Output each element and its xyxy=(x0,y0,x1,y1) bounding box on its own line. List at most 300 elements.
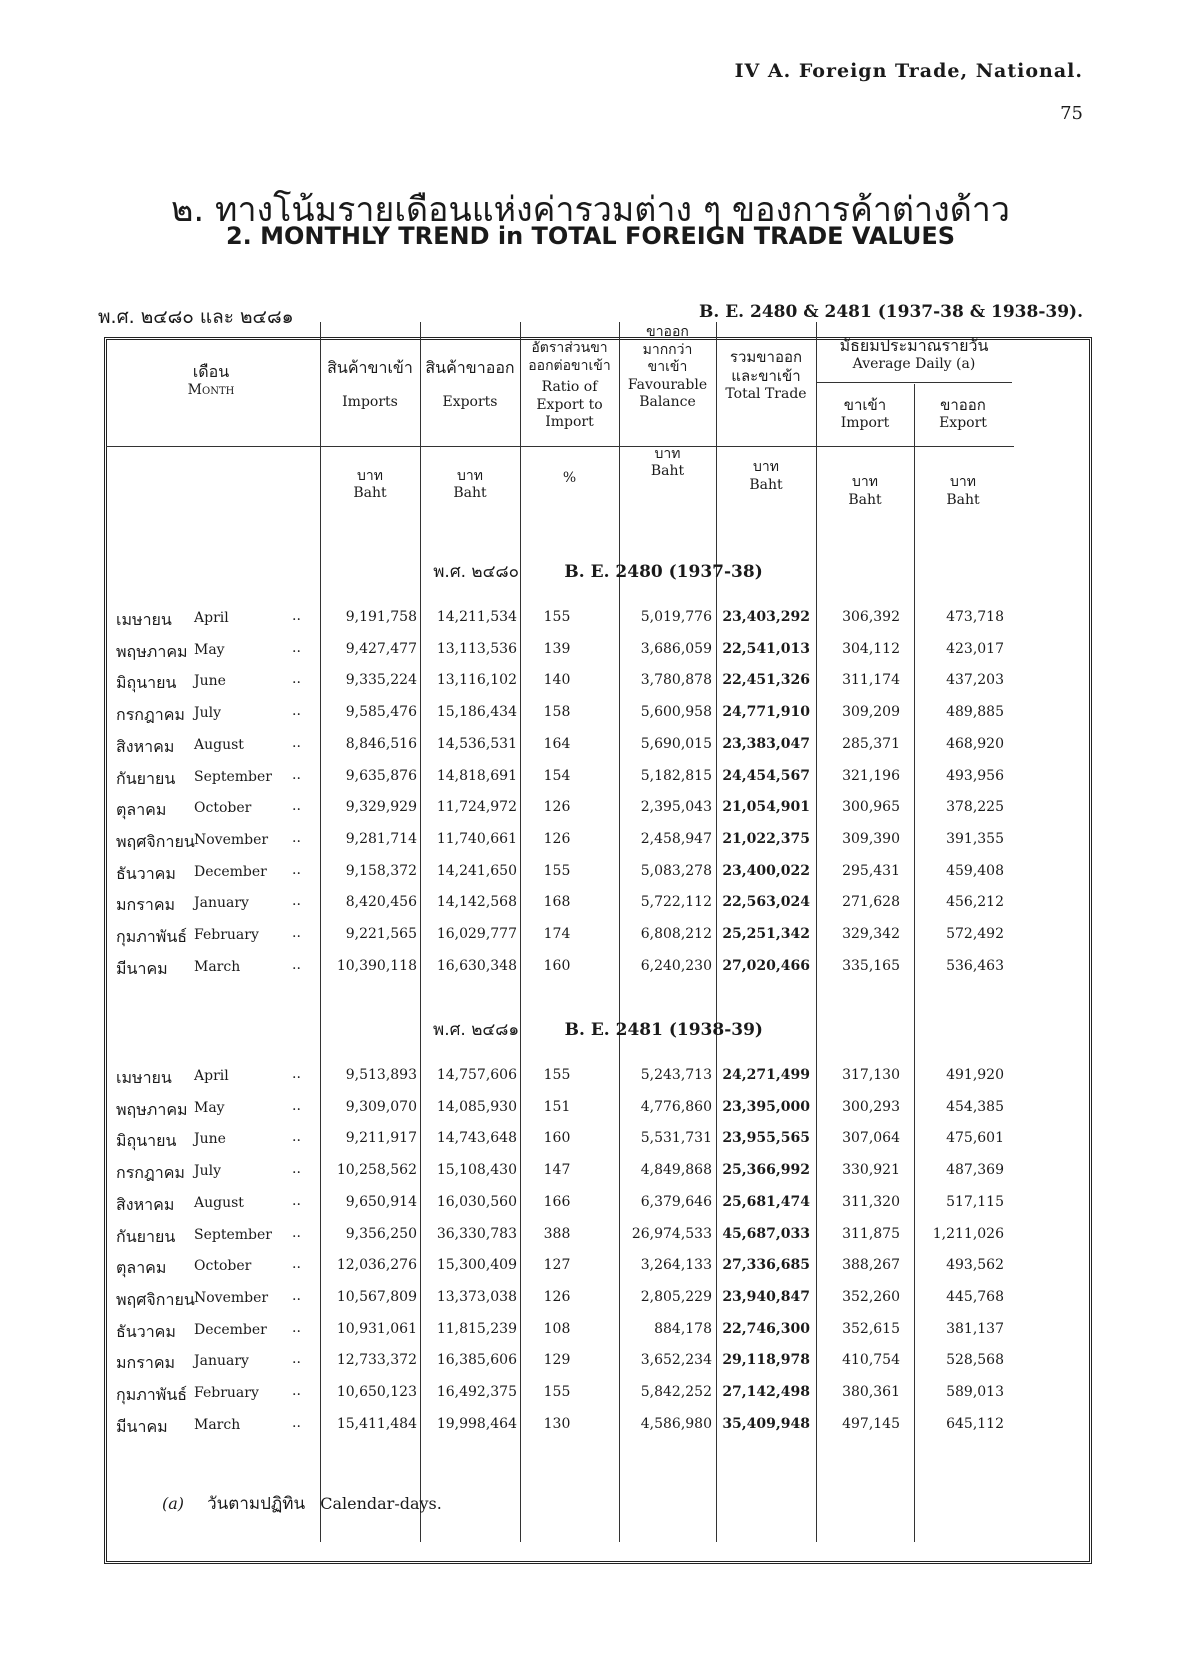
cell-aex: 1,211,026 xyxy=(932,1225,1004,1242)
section-label-th: พ.ศ. ๒๔๘๐ xyxy=(433,562,519,582)
cell-fav: 884,178 xyxy=(654,1320,712,1337)
cell-exp: 16,029,777 xyxy=(436,926,517,942)
leader-dots: .. xyxy=(292,1414,301,1431)
cell-ratio: 140 xyxy=(543,672,571,689)
header-balance-unit-en: Baht xyxy=(650,463,685,479)
month-english: August xyxy=(194,1194,244,1211)
table-row xyxy=(104,1377,1092,1409)
table-row xyxy=(104,1187,1092,1219)
cell-exp: 16,630,348 xyxy=(436,957,517,974)
cell-tot: 23,940,847 xyxy=(722,1288,810,1305)
leader-dots: .. xyxy=(292,956,301,973)
header-ratio-en3: Import xyxy=(545,414,594,430)
cell-tot: 24,271,499 xyxy=(722,1067,810,1083)
header-exports-unit-th: บาท xyxy=(457,467,483,484)
cell-aim: 330,921 xyxy=(842,1162,900,1179)
cell-tot: 24,771,910 xyxy=(722,704,810,721)
month-thai: กุมภาพันธ์ xyxy=(116,1385,188,1404)
cell-fav: 2,458,947 xyxy=(640,830,712,847)
leader-dots: .. xyxy=(292,608,301,624)
cell-imp: 9,158,372 xyxy=(345,862,417,879)
footnote-thai: วันตามปฏิทิน xyxy=(207,1494,306,1514)
month-english: May xyxy=(194,641,225,658)
cell-imp: 8,846,516 xyxy=(345,735,417,752)
table-row xyxy=(104,856,1092,888)
leader-dots: .. xyxy=(292,734,301,751)
cell-imp: 12,733,372 xyxy=(336,1352,417,1369)
section-label-en: B. E. 2480 (1937-38) xyxy=(564,562,763,582)
header-total-unit-th: บาท xyxy=(753,459,779,475)
section-heading-2481 xyxy=(104,1016,1092,1043)
cell-ratio: 126 xyxy=(543,1288,571,1305)
cell-aim: 311,320 xyxy=(842,1193,900,1210)
header-avg-import-en: Import xyxy=(840,414,890,431)
cell-aex: 391,355 xyxy=(946,830,1004,847)
month-thai: พฤษภาคม xyxy=(116,1099,188,1119)
cell-aex: 645,112 xyxy=(946,1415,1004,1432)
header-total xyxy=(716,348,816,494)
month-thai: พฤษภาคม xyxy=(116,641,188,661)
cell-aim: 388,267 xyxy=(842,1257,900,1274)
cell-aex: 468,920 xyxy=(946,735,1004,752)
cell-aim: 309,390 xyxy=(842,830,900,847)
cell-fav: 2,395,043 xyxy=(640,799,712,816)
header-month-th: เดือน xyxy=(192,362,230,381)
month-english: June xyxy=(194,673,226,690)
month-thai: มิถุนายน xyxy=(116,673,177,693)
cell-imp: 9,513,893 xyxy=(345,1067,417,1083)
cell-aim: 317,130 xyxy=(842,1067,900,1083)
month-thai: สิงหาคม xyxy=(116,736,175,756)
cell-aex: 473,718 xyxy=(946,609,1004,625)
month-english: August xyxy=(194,736,244,753)
cell-ratio: 129 xyxy=(543,1352,571,1369)
header-total-en: Total Trade xyxy=(725,385,807,402)
cell-tot: 22,563,024 xyxy=(722,894,810,911)
month-english: June xyxy=(194,1131,226,1148)
leader-dots: .. xyxy=(292,1351,301,1368)
month-english: March xyxy=(194,1416,241,1433)
cell-imp: 9,427,477 xyxy=(345,640,417,657)
cell-aex: 454,385 xyxy=(946,1098,1004,1115)
month-thai: ธันวาคม xyxy=(116,1321,176,1341)
month-english: February xyxy=(194,1385,259,1401)
cell-ratio: 166 xyxy=(543,1193,571,1210)
leader-dots: .. xyxy=(292,671,301,688)
cell-tot: 23,403,292 xyxy=(722,609,810,625)
cell-fav: 6,379,646 xyxy=(640,1193,712,1210)
cell-imp: 9,650,914 xyxy=(345,1193,417,1210)
cell-ratio: 174 xyxy=(543,926,571,942)
table-row xyxy=(104,1409,1092,1441)
cell-aim: 311,875 xyxy=(842,1225,900,1242)
cell-ratio: 155 xyxy=(543,862,571,879)
month-thai: ธันวาคม xyxy=(116,863,176,883)
month-english: January xyxy=(194,895,249,912)
cell-aim: 311,174 xyxy=(842,672,900,689)
header-avg-export-th: ขาออก xyxy=(940,396,986,414)
cell-exp: 13,373,038 xyxy=(436,1288,517,1305)
cell-ratio: 147 xyxy=(543,1162,571,1179)
table-row xyxy=(104,1250,1092,1282)
header-avg-import-unit-en: Baht xyxy=(848,491,882,508)
cell-aim: 285,371 xyxy=(842,735,900,752)
table-row xyxy=(104,665,1092,697)
cell-aex: 489,885 xyxy=(946,704,1004,721)
period-english: B. E. 2480 & 2481 (1937-38 & 1938-39). xyxy=(699,302,1083,322)
cell-exp: 11,724,972 xyxy=(436,799,517,816)
month-english: January xyxy=(194,1353,249,1370)
leader-dots: .. xyxy=(292,1066,301,1082)
month-thai: สิงหาคม xyxy=(116,1194,175,1214)
month-thai: มีนาคม xyxy=(116,1416,168,1436)
cell-ratio: 160 xyxy=(543,1130,571,1147)
header-avg-export-en: Export xyxy=(939,414,987,431)
cell-aex: 493,562 xyxy=(946,1257,1004,1274)
month-thai: กรกฎาคม xyxy=(116,1163,185,1183)
section-heading-2480 xyxy=(104,558,1092,585)
month-thai: มีนาคม xyxy=(116,958,168,978)
cell-imp: 9,191,758 xyxy=(345,609,417,625)
month-thai: กรกฎาคม xyxy=(116,705,185,725)
month-thai: กุมภาพันธ์ xyxy=(116,927,188,946)
cell-exp: 14,818,691 xyxy=(436,767,517,784)
leader-dots: .. xyxy=(292,639,301,656)
cell-ratio: 158 xyxy=(543,704,571,721)
cell-exp: 14,211,534 xyxy=(436,609,517,625)
header-average xyxy=(816,336,1012,374)
leader-dots: .. xyxy=(292,766,301,783)
cell-fav: 5,600,958 xyxy=(640,704,712,721)
header-avg-import xyxy=(816,396,914,509)
table-row xyxy=(104,1155,1092,1187)
cell-aex: 445,768 xyxy=(946,1288,1004,1305)
cell-aim: 380,361 xyxy=(842,1384,900,1400)
header-balance-th1: ขาออก xyxy=(646,324,689,340)
cell-aim: 410,754 xyxy=(842,1352,900,1369)
cell-fav: 4,776,860 xyxy=(640,1098,712,1115)
table-row xyxy=(104,792,1092,824)
month-english: September xyxy=(194,768,272,785)
header-avg-export-unit-th: บาท xyxy=(950,474,976,491)
cell-tot: 25,366,992 xyxy=(722,1162,810,1179)
cell-tot: 21,054,901 xyxy=(722,799,810,816)
table-row xyxy=(104,634,1092,666)
cell-tot: 45,687,033 xyxy=(722,1225,810,1242)
cell-ratio: 139 xyxy=(543,640,571,657)
table-row xyxy=(104,1123,1092,1155)
footnote-mark: (a) xyxy=(162,1494,185,1513)
month-thai: เมษายน xyxy=(116,1068,172,1087)
cell-aex: 517,115 xyxy=(946,1193,1004,1210)
header-ratio xyxy=(520,340,619,487)
month-thai: เมษายน xyxy=(116,610,172,629)
cell-ratio: 127 xyxy=(543,1257,571,1274)
cell-fav: 3,264,133 xyxy=(640,1257,712,1274)
month-english: July xyxy=(194,705,222,722)
cell-imp: 9,281,714 xyxy=(345,830,417,847)
leader-dots: .. xyxy=(292,1224,301,1241)
cell-imp: 9,221,565 xyxy=(345,926,417,942)
cell-ratio: 126 xyxy=(543,799,571,816)
cell-exp: 14,757,606 xyxy=(436,1067,517,1083)
cell-ratio: 108 xyxy=(543,1320,571,1337)
header-imports-unit-en: Baht xyxy=(353,485,387,501)
cell-fav: 5,083,278 xyxy=(640,862,712,879)
section-label-th: พ.ศ. ๒๔๘๑ xyxy=(433,1020,520,1040)
header-total-th2: และขาเข้า xyxy=(731,366,801,385)
cell-imp: 9,335,224 xyxy=(345,672,417,689)
header-average-en: Average Daily (a) xyxy=(852,356,976,372)
table-row xyxy=(104,887,1092,919)
table-row xyxy=(104,1345,1092,1377)
footnote xyxy=(162,1490,442,1517)
month-thai: กันยายน xyxy=(116,768,176,788)
cell-tot: 29,118,978 xyxy=(722,1352,810,1369)
title-thai: ๒. ทางโน้มรายเดือนแห่งค่ารวมต่าง ๆ ของการค้าต่างด้าว xyxy=(171,190,1010,230)
cell-aim: 352,615 xyxy=(842,1320,900,1337)
cell-imp: 9,329,929 xyxy=(345,799,417,816)
leader-dots: .. xyxy=(292,1097,301,1114)
cell-fav: 3,686,059 xyxy=(640,640,712,657)
table-row xyxy=(104,1314,1092,1346)
cell-fav: 3,780,878 xyxy=(640,672,712,689)
cell-imp: 15,411,484 xyxy=(336,1415,417,1432)
cell-aex: 572,492 xyxy=(946,926,1004,942)
header-avg-export-unit-en: Baht xyxy=(946,491,980,508)
header-imports-en: Imports xyxy=(342,394,398,410)
cell-tot: 23,400,022 xyxy=(722,862,810,879)
cell-aex: 487,369 xyxy=(946,1162,1004,1179)
table-row xyxy=(104,824,1092,856)
header-exports-en: Exports xyxy=(442,394,498,410)
month-english: December xyxy=(194,1321,267,1338)
cell-fav: 5,019,776 xyxy=(640,609,712,625)
cell-imp: 8,420,456 xyxy=(345,894,417,911)
cell-tot: 22,541,013 xyxy=(722,640,810,657)
cell-exp: 14,085,930 xyxy=(436,1098,517,1115)
leader-dots: .. xyxy=(292,703,301,720)
cell-aex: 536,463 xyxy=(946,957,1004,974)
table-row xyxy=(104,602,1092,634)
cell-imp: 9,635,876 xyxy=(345,767,417,784)
header-total-th1: รวมขาออก xyxy=(729,348,803,366)
header-average-th: มัธยมประมาณรายวัน xyxy=(839,336,989,355)
cell-tot: 22,746,300 xyxy=(722,1320,810,1337)
month-thai: ตุลาคม xyxy=(116,800,167,820)
cell-exp: 14,743,648 xyxy=(436,1130,517,1147)
cell-fav: 5,531,731 xyxy=(640,1130,712,1147)
cell-fav: 5,690,015 xyxy=(640,735,712,752)
month-thai: พฤศจิกายน xyxy=(116,831,195,851)
cell-aex: 381,137 xyxy=(946,1320,1004,1337)
cell-exp: 16,385,606 xyxy=(436,1352,517,1369)
leader-dots: .. xyxy=(292,1129,301,1146)
header-ratio-th2: ออกต่อขาเข้า xyxy=(528,357,611,374)
cell-fav: 6,808,212 xyxy=(640,926,712,942)
page-number: 75 xyxy=(1060,103,1083,124)
header-rule xyxy=(816,382,1012,383)
cell-aim: 352,260 xyxy=(842,1288,900,1305)
table-row xyxy=(104,761,1092,793)
cell-imp: 9,585,476 xyxy=(345,704,417,721)
month-english: November xyxy=(194,831,269,848)
cell-exp: 15,186,434 xyxy=(436,704,517,721)
leader-dots: .. xyxy=(292,893,301,910)
cell-exp: 15,300,409 xyxy=(436,1257,517,1274)
header-balance-unit-th: บาท xyxy=(654,445,681,462)
header-imports-unit-th: บาท xyxy=(357,467,383,484)
cell-imp: 12,036,276 xyxy=(336,1257,417,1274)
cell-aex: 378,225 xyxy=(946,799,1004,816)
cell-exp: 13,113,536 xyxy=(436,640,517,657)
header-balance-en1: Favourable xyxy=(627,376,708,393)
cell-exp: 19,998,464 xyxy=(436,1415,517,1432)
month-thai: มิถุนายน xyxy=(116,1131,177,1151)
table-row xyxy=(104,1092,1092,1124)
cell-fav: 2,805,229 xyxy=(640,1288,712,1305)
month-english: April xyxy=(194,610,229,626)
cell-aim: 497,145 xyxy=(842,1415,900,1432)
running-head: IV A. Foreign Trade, National. xyxy=(734,60,1083,82)
cell-ratio: 160 xyxy=(543,957,571,974)
cell-aim: 295,431 xyxy=(842,862,900,879)
month-english: October xyxy=(194,800,252,817)
month-english: October xyxy=(194,1258,252,1275)
leader-dots: .. xyxy=(292,861,301,878)
month-english: May xyxy=(194,1099,225,1116)
period-thai: พ.ศ. ๒๔๘๐ และ ๒๔๘๑ xyxy=(98,306,294,328)
month-thai: กันยายน xyxy=(116,1226,176,1246)
cell-aim: 307,064 xyxy=(842,1130,900,1147)
table-row xyxy=(104,1282,1092,1314)
month-english: December xyxy=(194,863,267,880)
cell-imp: 9,211,917 xyxy=(345,1130,417,1147)
cell-ratio: 164 xyxy=(543,735,571,752)
cell-tot: 23,955,565 xyxy=(722,1130,810,1147)
cell-tot: 21,022,375 xyxy=(722,830,810,847)
cell-imp: 9,356,250 xyxy=(345,1225,417,1242)
header-month xyxy=(104,362,318,400)
cell-aex: 423,017 xyxy=(946,640,1004,657)
month-english: March xyxy=(194,958,241,975)
month-thai: ตุลาคม xyxy=(116,1258,167,1278)
leader-dots: .. xyxy=(292,1256,301,1273)
cell-aex: 528,568 xyxy=(946,1352,1004,1369)
cell-fav: 6,240,230 xyxy=(640,957,712,974)
cell-ratio: 388 xyxy=(543,1225,571,1242)
cell-ratio: 151 xyxy=(543,1098,571,1115)
cell-fav: 3,652,234 xyxy=(640,1352,712,1369)
cell-ratio: 155 xyxy=(543,1384,571,1400)
cell-aim: 300,293 xyxy=(842,1098,900,1115)
cell-tot: 27,142,498 xyxy=(722,1384,810,1400)
cell-fav: 5,243,713 xyxy=(640,1067,712,1083)
month-english: February xyxy=(194,927,259,943)
cell-aex: 437,203 xyxy=(946,672,1004,689)
table-row xyxy=(104,1219,1092,1251)
cell-aex: 491,920 xyxy=(946,1067,1004,1083)
header-month-en: Month xyxy=(187,382,235,398)
leader-dots: .. xyxy=(292,798,301,815)
leader-dots: .. xyxy=(292,1319,301,1336)
cell-tot: 25,251,342 xyxy=(722,926,810,942)
cell-exp: 15,108,430 xyxy=(436,1162,517,1179)
header-ratio-en1: Ratio of xyxy=(541,379,598,395)
header-ratio-unit: % xyxy=(562,469,577,486)
header-exports-unit-en: Baht xyxy=(453,485,487,501)
cell-aim: 300,965 xyxy=(842,799,900,816)
cell-ratio: 168 xyxy=(543,894,571,911)
cell-tot: 35,409,948 xyxy=(722,1415,810,1432)
cell-exp: 16,030,560 xyxy=(436,1193,517,1210)
cell-exp: 13,116,102 xyxy=(436,672,517,689)
month-english: July xyxy=(194,1163,222,1180)
month-thai: มกราคม xyxy=(116,1353,176,1373)
cell-aim: 304,112 xyxy=(842,640,900,657)
table-row xyxy=(104,697,1092,729)
cell-tot: 23,395,000 xyxy=(722,1098,810,1115)
cell-tot: 24,454,567 xyxy=(722,767,810,784)
header-avg-import-th: ขาเข้า xyxy=(843,396,887,414)
cell-ratio: 155 xyxy=(543,1067,571,1083)
header-balance-en2: Balance xyxy=(639,394,696,410)
header-balance xyxy=(619,324,716,481)
cell-ratio: 130 xyxy=(543,1415,571,1432)
cell-imp: 10,390,118 xyxy=(336,957,417,974)
header-imports-th: สินค้าขาเข้า xyxy=(327,358,413,377)
cell-imp: 10,258,562 xyxy=(336,1162,417,1179)
leader-dots: .. xyxy=(292,829,301,846)
cell-aex: 456,212 xyxy=(946,894,1004,911)
table-row xyxy=(104,919,1092,951)
cell-tot: 27,020,466 xyxy=(722,957,810,974)
cell-aex: 475,601 xyxy=(946,1130,1004,1147)
leader-dots: .. xyxy=(292,1383,301,1399)
cell-exp: 11,740,661 xyxy=(436,830,517,847)
cell-fav: 4,849,868 xyxy=(640,1162,712,1179)
leader-dots: .. xyxy=(292,1192,301,1209)
cell-imp: 10,931,061 xyxy=(336,1320,417,1337)
cell-exp: 14,142,568 xyxy=(436,894,517,911)
cell-exp: 14,536,531 xyxy=(436,735,517,752)
cell-exp: 11,815,239 xyxy=(436,1320,517,1337)
month-english: April xyxy=(194,1068,229,1084)
month-english: November xyxy=(194,1289,269,1306)
cell-aex: 493,956 xyxy=(946,767,1004,784)
header-balance-th3: ขาเข้า xyxy=(647,359,688,375)
header-avg-import-unit-th: บาท xyxy=(852,474,878,491)
header-imports xyxy=(320,358,420,503)
cell-aex: 589,013 xyxy=(946,1384,1004,1400)
header-ratio-th1: อัตราส่วนขา xyxy=(531,340,608,356)
header-ratio-en2: Export to xyxy=(536,396,603,413)
month-english: September xyxy=(194,1226,272,1243)
leader-dots: .. xyxy=(292,1287,301,1304)
header-balance-th2: มากกว่า xyxy=(642,341,693,358)
cell-fav: 26,974,533 xyxy=(631,1225,712,1242)
section-label-en: B. E. 2481 (1938-39) xyxy=(564,1020,763,1040)
cell-imp: 9,309,070 xyxy=(345,1098,417,1115)
cell-fav: 4,586,980 xyxy=(640,1415,712,1432)
cell-aex: 459,408 xyxy=(946,862,1004,879)
cell-imp: 10,567,809 xyxy=(336,1288,417,1305)
cell-exp: 36,330,783 xyxy=(436,1225,517,1242)
cell-fav: 5,182,815 xyxy=(640,767,712,784)
header-exports xyxy=(420,358,520,503)
cell-imp: 10,650,123 xyxy=(336,1384,417,1400)
cell-aim: 335,165 xyxy=(842,957,900,974)
